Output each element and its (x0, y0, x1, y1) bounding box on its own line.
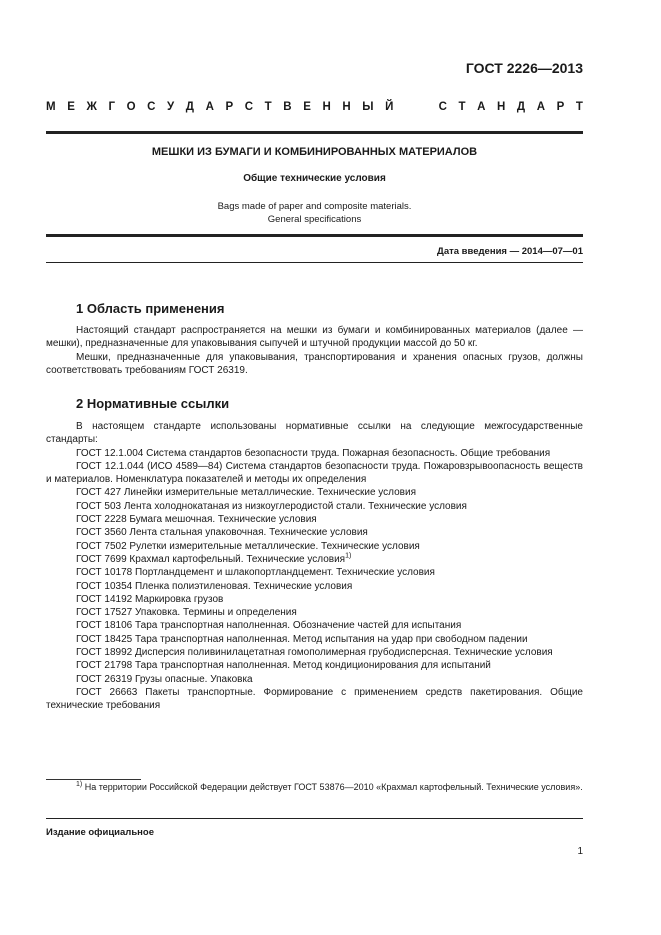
title-divider (46, 234, 583, 237)
reference-item: ГОСТ 18106 Тара транспортная наполненная. Обозначение частей для испытания (76, 620, 462, 632)
banner-letter: Г (108, 101, 115, 113)
reference-item: ГОСТ 26319 Грузы опасные. Упаковка (76, 673, 253, 685)
banner-letter: Ж (86, 101, 97, 113)
section-1-body (46, 324, 583, 377)
interstate-standard-banner (46, 101, 583, 113)
introduction-date: Дата введения — 2014—07—01 (437, 246, 583, 257)
banner-letter: Т (264, 101, 272, 113)
banner-letter: А (477, 101, 486, 113)
section-2-heading: 2 Нормативные ссылки (76, 396, 230, 411)
reference-item: ГОСТ 26663 Пакеты транспортные. Формирование с применением средств пакетирования. Общие технические требования (46, 686, 583, 712)
banner-letter: М (46, 101, 56, 113)
paragraph: В настоящем стандарте использованы нормативные ссылки на следующие межгосударственные стандарты: (46, 421, 583, 446)
english-title (46, 200, 583, 226)
reference-item: ГОСТ 18425 Тара транспортная наполненная. Метод испытания на удар при свободном падении (76, 633, 528, 645)
footnote-text: На территории Российской Федерации действует ГОСТ 53876—2010 «Крахмал картофельный. Технические условия». (84, 782, 583, 792)
section-2-body (46, 420, 583, 713)
banner-letter: Т (575, 101, 583, 113)
banner-letter: Е (303, 101, 311, 113)
date-divider (46, 262, 583, 263)
footnote-reference[interactable]: 1) (345, 552, 352, 560)
banner-letter: Ы (362, 101, 374, 113)
banner-letter: А (536, 101, 546, 113)
footnote (46, 781, 583, 794)
english-title-line: Bags made of paper and composite materials. (217, 201, 412, 212)
footnote-text-line (46, 781, 583, 794)
reference-item: ГОСТ 10178 Портландцемент и шлакопортландцемент. Технические условия (76, 567, 435, 579)
reference-item: ГОСТ 21798 Тара транспортная наполненная. Метод кондиционирования для испытаний (76, 660, 491, 672)
banner-letter: Р (556, 101, 565, 113)
page-number: 1 (577, 846, 583, 857)
footnote-marker: 1) (76, 781, 83, 788)
official-edition-label: Издание официальное (46, 827, 154, 838)
banner-letter: Д (516, 101, 526, 113)
reference-item: ГОСТ 10354 Пленка полиэтиленовая. Технические условия (76, 580, 353, 592)
english-title-line: General specifications (267, 214, 362, 225)
banner-letter: Е (67, 101, 75, 113)
document-subtitle: Общие технические условия (243, 173, 386, 184)
paragraph: Мешки, предназначенные для упаковывания, транспортирования и хранения опасных грузов, должны соответствовать требованиям ГОСТ 26319. (46, 351, 583, 376)
banner-letter: У (167, 101, 175, 113)
banner-letter: Й (385, 101, 394, 113)
reference-item: ГОСТ 2228 Бумага мешочная. Технические условия (76, 514, 317, 526)
reference-item: ГОСТ 3560 Лента стальная упаковочная. Технические условия (76, 527, 368, 539)
banner-letter: Д (185, 101, 194, 113)
banner-letter: О (126, 101, 136, 113)
banner-letter: В (283, 101, 292, 113)
reference-item: ГОСТ 12.1.044 (ИСО 4589—84) Система стандартов безопасности труда. Пожаровзрывоопасность веществ и материалов. Номенклатура показателей и методы их определения (46, 460, 583, 486)
section-1-heading: 1 Область применения (76, 301, 225, 316)
banner-letter: Н (497, 101, 506, 113)
reference-item: ГОСТ 18992 Дисперсия поливинилацетатная гомополимерная грубодисперсная. Технические условия (76, 647, 553, 659)
banner-letter: Р (225, 101, 234, 113)
banner-gap (405, 101, 427, 113)
footer-divider (46, 818, 583, 819)
banner-letter: С (244, 101, 254, 113)
banner-letter: Н (342, 101, 351, 113)
header-divider (46, 131, 583, 134)
banner-letter: С (438, 101, 447, 113)
reference-item: ГОСТ 503 Лента холоднокатаная из низкоуглеродистой стали. Технические условия (76, 500, 467, 512)
reference-item: ГОСТ 12.1.004 Система стандартов безопасности труда. Пожарная безопасность. Общие требования (76, 447, 551, 459)
document-code: ГОСТ 2226—2013 (465, 60, 583, 76)
banner-letter: С (147, 101, 156, 113)
document-title: МЕШКИ ИЗ БУМАГИ И КОМБИНИРОВАННЫХ МАТЕРИАЛОВ (151, 146, 478, 158)
reference-item-with-footnote (46, 553, 583, 566)
banner-letter: А (205, 101, 214, 113)
paragraph: Настоящий стандарт распространяется на мешки из бумаги и комбинированных материалов (далее — мешки), предназначенные для упаковывания сыпучей и штучной продукции массой до 50 кг. (46, 325, 583, 350)
banner-letter: Н (322, 101, 331, 113)
reference-item: ГОСТ 7502 Рулетки измерительные металлические. Технические условия (76, 540, 420, 552)
reference-item: ГОСТ 427 Линейки измерительные металлические. Технические условия (76, 487, 416, 499)
reference-item: ГОСТ 14192 Маркировка грузов (76, 593, 224, 605)
reference-text: ГОСТ 7699 Крахмал картофельный. Технические условия (76, 553, 346, 565)
reference-item: ГОСТ 17527 Упаковка. Термины и определения (76, 607, 297, 619)
banner-letter: Т (458, 101, 466, 113)
footnote-divider (46, 779, 141, 780)
